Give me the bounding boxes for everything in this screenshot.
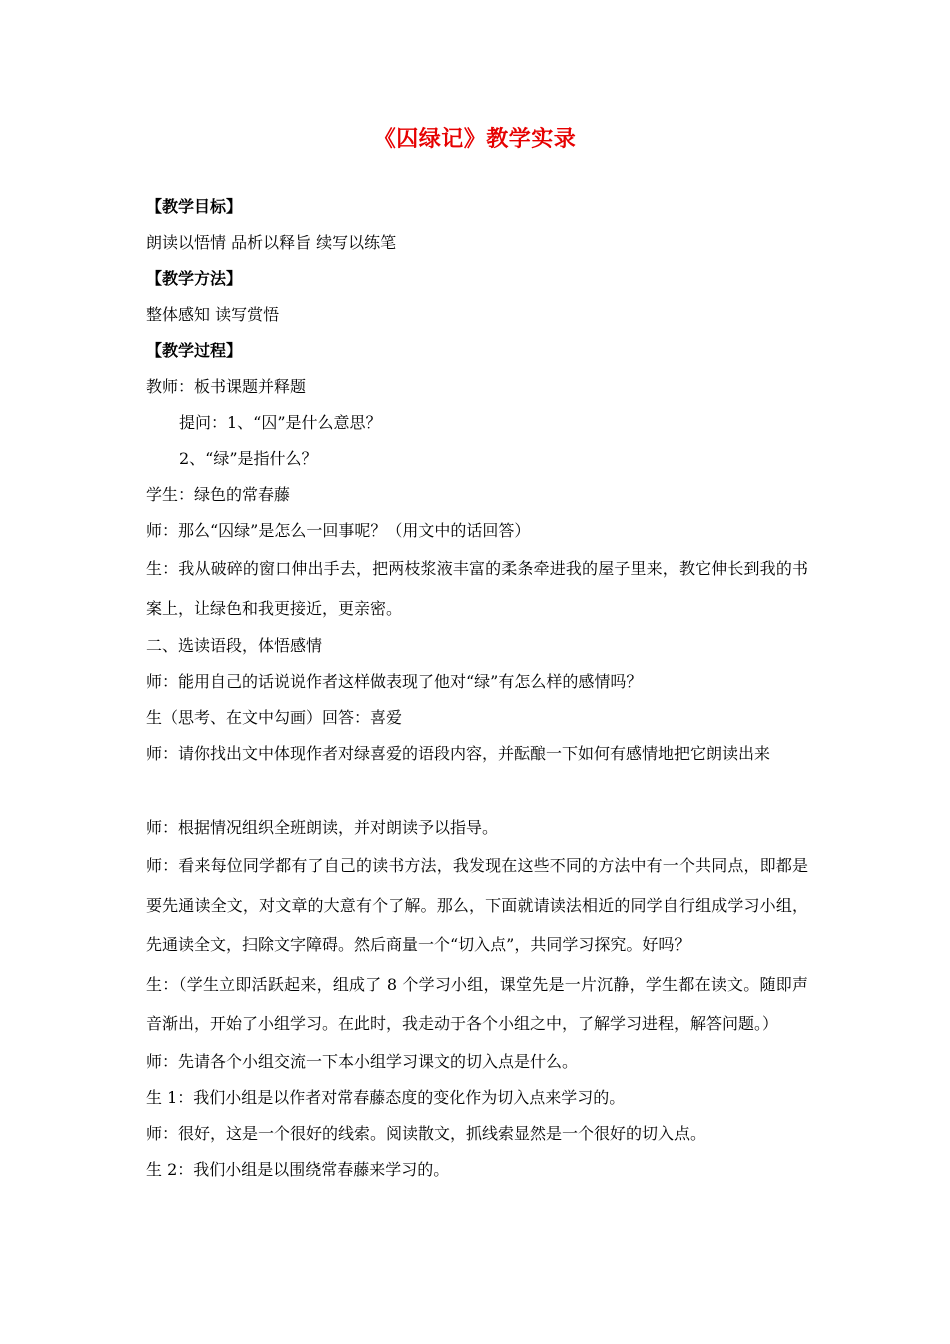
paragraph: 学生：绿色的常春藤 xyxy=(146,485,291,504)
paragraph: 师：很好，这是一个很好的线索。阅读散文，抓线索显然是一个很好的切入点。 xyxy=(146,1123,707,1143)
paragraph: 生 2：我们小组是以围绕常春藤来学习的。 xyxy=(146,1159,450,1179)
document-body xyxy=(146,189,808,1188)
paragraph: 师：那么“囚绿”是怎么一回事呢？（用文中的话回答） xyxy=(146,521,531,540)
paragraph: 生：我从破碎的窗口伸出手去，把两枝浆液丰富的柔条牵进我的屋子里来，教它伸长到我的书案上，让绿色和我更接近，更亲密。 xyxy=(146,559,808,618)
document-title: 《囚绿记》教学实录 xyxy=(373,127,577,152)
paragraph: 师：先请各个小组交流一下本小组学习课文的切入点是什么。 xyxy=(146,1051,579,1071)
paragraph: 生（思考、在文中勾画）回答：喜爱 xyxy=(146,708,403,727)
heading-teaching-methods: 【教学方法】 xyxy=(146,269,243,288)
paragraph: 2、“绿”是指什么？ xyxy=(179,449,318,468)
heading-teaching-process: 【教学过程】 xyxy=(146,341,243,360)
heading-teaching-goals: 【教学目标】 xyxy=(146,197,243,216)
paragraph: 师：请你找出文中体现作者对绿喜爱的语段内容，并酝酿一下如何有感情地把它朗读出来 xyxy=(146,744,771,763)
teaching-goals-text: 朗读以悟情 品析以释旨 续写以练笔 xyxy=(146,233,397,252)
paragraph: 生：（学生立即活跃起来，组成了 8 个学习小组，课堂先是一片沉静，学生都在读文。随即声音渐出，开始了小组学习。在此时，我走动于各个小组之中，了解学习进程，解答问题。） xyxy=(146,974,808,1033)
paragraph: 师：能用自己的话说说作者这样做表现了他对“绿”有怎么样的感情吗？ xyxy=(146,672,643,691)
paragraph: 教师：板书课题并释题 xyxy=(146,377,307,396)
section-heading: 二、选读语段，体悟感情 xyxy=(146,636,323,655)
paragraph: 提问：1、“囚”是什么意思？ xyxy=(179,413,382,432)
paragraph: 生 1：我们小组是以作者对常春藤态度的变化作为切入点来学习的。 xyxy=(146,1087,626,1107)
teaching-methods-text: 整体感知 读写赏悟 xyxy=(146,305,280,324)
paragraph: 师：看来每位同学都有了自己的读书方法，我发现在这些不同的方法中有一个共同点，即都是要先通读全文，对文章的大意有个了解。那么，下面就请读法相近的同学自行组成学习小组，先通读全文，扫除文字障碍。然后商量一个“切入点”，共同学习探究。好吗？ xyxy=(146,856,808,954)
paragraph: 师：根据情况组织全班朗读，并对朗读予以指导。 xyxy=(146,818,499,837)
blank-line xyxy=(146,772,808,810)
